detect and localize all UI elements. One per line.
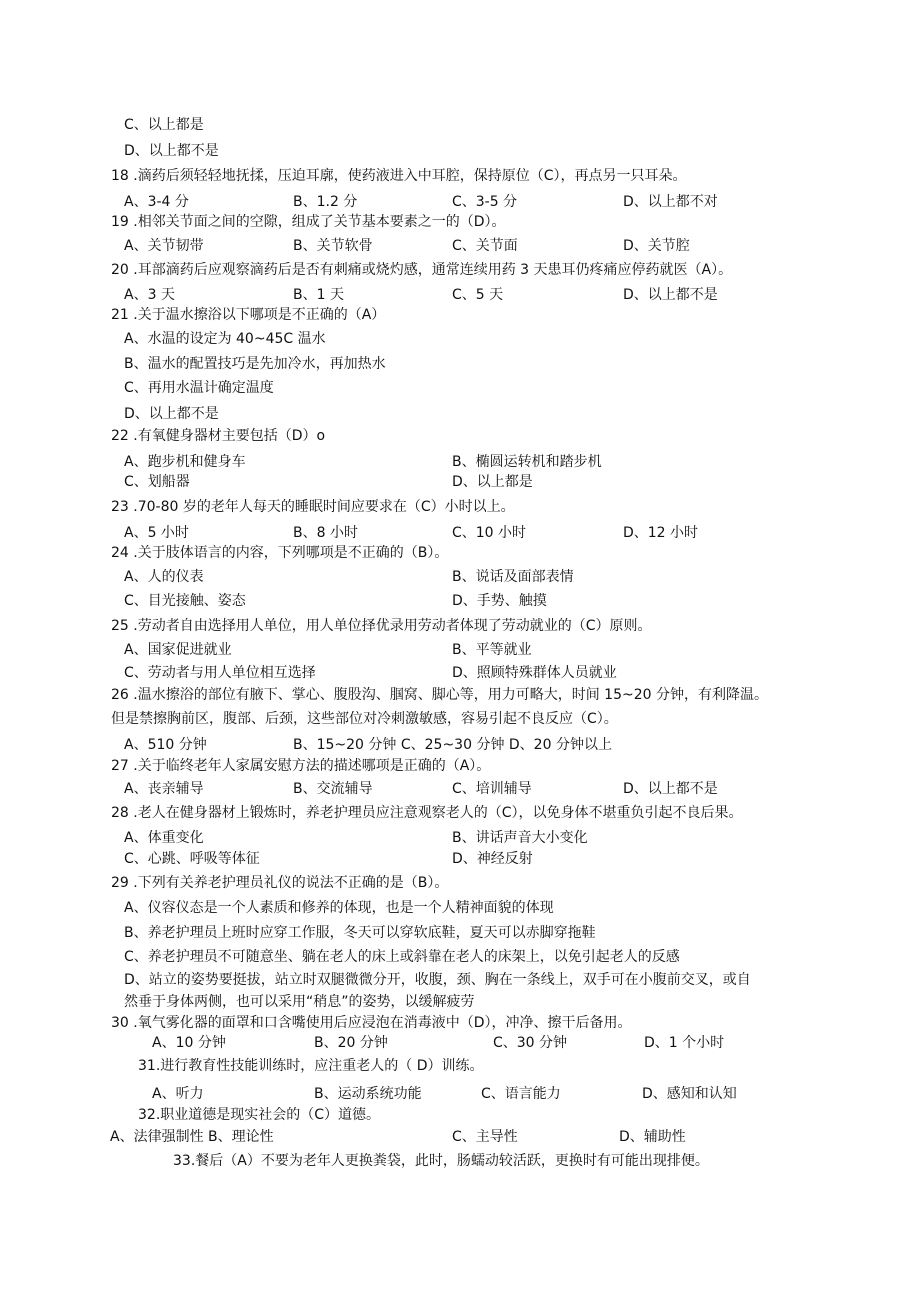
q27-stem: 27 .关于临终老年人家属安慰方法的描述哪项是正确的（A）。 xyxy=(111,758,491,774)
q24-option-a: A、人的仪表 xyxy=(124,569,204,585)
q19-option-a: A、关节韧带 xyxy=(124,238,204,254)
q18-option-c: C、3-5 分 xyxy=(452,194,518,210)
q29-option-d-line2: 然垂于身体两侧，也可以采用“稍息”的姿势，以缓解疲劳 xyxy=(124,994,475,1010)
q18-option-d: D、以上都不对 xyxy=(623,194,718,210)
q32-option-d: D、辅助性 xyxy=(619,1129,686,1145)
q30-stem: 30 .氧气雾化器的面罩和口含嘴使用后应浸泡在消毒液中（D），冲净、擦干后备用。 xyxy=(111,1015,632,1031)
q28-stem: 28 .老人在健身器材上锻炼时，养老护理员应注意观察老人的（C），以免身体不堪重负引起不良后果。 xyxy=(111,805,743,821)
q31-option-d: D、感知和认知 xyxy=(642,1086,737,1102)
q21-option-a: A、水温的设定为 40~45C 温水 xyxy=(124,331,326,347)
q23-stem: 23 .70-80 岁的老年人每天的睡眠时间应要求在（C）小时以上。 xyxy=(111,499,515,515)
q22-option-b: B、椭圆运转机和踏步机 xyxy=(452,454,602,470)
q17-option-c: C、以上都是 xyxy=(124,117,204,133)
q18-option-b: B、1.2 分 xyxy=(293,194,358,210)
q26-option-a: A、510 分钟 xyxy=(124,737,207,753)
q30-option-c: C、30 分钟 xyxy=(493,1035,568,1051)
q32-stem: 32.职业道德是现实社会的（C）道德。 xyxy=(138,1107,381,1123)
q26-stem-line1: 26 .温水擦浴的部位有腋下、掌心、腹股沟、腘窝、脚心等，用力可略大，时间 15~20 分钟，有利降温。 xyxy=(111,687,768,703)
q25-option-c: C、劳动者与用人单位相互选择 xyxy=(124,665,316,681)
q19-option-d: D、关节腔 xyxy=(623,238,690,254)
q26-stem-line2: 但是禁擦胸前区，腹部、后颈，这些部位对冷刺激敏感，容易引起不良反应（C）。 xyxy=(111,711,618,727)
q33-stem: 33.餐后（A）不要为老年人更换粪袋，此时，肠蠕动较活跃，更换时有可能出现排便。 xyxy=(173,1153,709,1169)
q30-option-d: D、1 个小时 xyxy=(644,1035,725,1051)
q30-option-b: B、20 分钟 xyxy=(314,1035,388,1051)
q18-stem: 18 .滴药后须轻轻地抚揉，压迫耳廓，使药液进入中耳腔，保持原位（C），再点另一只耳朵。 xyxy=(111,168,687,184)
q24-stem: 24 .关于肢体语言的内容，下列哪项是不正确的（B）。 xyxy=(111,545,449,561)
q19-option-c: C、关节面 xyxy=(452,238,518,254)
q20-option-d: D、以上都不是 xyxy=(623,287,718,303)
q26-options-bcd: B、15~20 分钟 C、25~30 分钟 D、20 分钟以上 xyxy=(293,737,612,753)
q30-option-a: A、10 分钟 xyxy=(152,1035,226,1051)
q31-stem: 31.进行教育性技能训练时，应注重老人的（ D）训练。 xyxy=(138,1058,484,1074)
q23-option-a: A、5 小时 xyxy=(124,525,189,541)
q23-option-b: B、8 小时 xyxy=(293,525,358,541)
q19-option-b: B、关节软骨 xyxy=(293,238,373,254)
q27-option-d: D、以上都不是 xyxy=(623,781,718,797)
q25-option-a: A、国家促进就业 xyxy=(124,642,232,658)
q29-option-d-line1: D、站立的姿势要挺拔，站立时双腿微微分开，收腹，颈、胸在一条线上，双手可在小腹前交叉，或自 xyxy=(124,972,751,988)
q23-option-d: D、12 小时 xyxy=(623,525,699,541)
q24-option-d: D、手势、触摸 xyxy=(452,593,547,609)
q28-option-d: D、神经反射 xyxy=(452,851,533,867)
q29-option-a: A、仪容仪态是一个人素质和修养的体现，也是一个人精神面貌的体现 xyxy=(124,900,554,916)
q24-option-c: C、目光接触、姿态 xyxy=(124,593,246,609)
q31-option-c: C、语言能力 xyxy=(481,1086,561,1102)
q22-option-c: C、划船器 xyxy=(124,474,190,490)
q23-option-c: C、10 小时 xyxy=(452,525,527,541)
q20-stem: 20 .耳部滴药后应观察滴药后是否有刺痛或烧灼感，通常连续用药 3 天患耳仍疼痛应停药就医（A）。 xyxy=(111,262,733,278)
q20-option-b: B、1 天 xyxy=(293,287,344,303)
q32-options-ab: A、法律强制性 B、理论性 xyxy=(110,1129,274,1145)
q29-option-b: B、养老护理员上班时应穿工作服，冬天可以穿软底鞋，夏天可以赤脚穿拖鞋 xyxy=(124,925,596,941)
q22-option-a: A、跑步机和健身车 xyxy=(124,454,246,470)
q29-option-c: C、养老护理员不可随意坐、躺在老人的床上或斜靠在老人的床架上，以免引起老人的反感 xyxy=(124,949,680,965)
q31-option-a: A、听力 xyxy=(152,1086,204,1102)
q31-option-b: B、运动系统功能 xyxy=(314,1086,422,1102)
q21-option-c: C、再用水温计确定温度 xyxy=(124,380,274,396)
q20-option-a: A、3 天 xyxy=(124,287,175,303)
q27-option-c: C、培训辅导 xyxy=(452,781,532,797)
q20-option-c: C、5 天 xyxy=(452,287,504,303)
q22-option-d: D、以上都是 xyxy=(452,474,533,490)
q21-option-b: B、温水的配置技巧是先加冷水，再加热水 xyxy=(124,356,386,372)
q27-option-b: B、交流辅导 xyxy=(293,781,373,797)
q32-option-c: C、主导性 xyxy=(452,1129,518,1145)
q17-option-d: D、以上都不是 xyxy=(124,143,219,159)
q25-option-b: B、平等就业 xyxy=(452,642,532,658)
q19-stem: 19 .相邻关节面之间的空隙，组成了关节基本要素之一的（D）。 xyxy=(111,214,506,230)
q18-option-a: A、3-4 分 xyxy=(124,194,189,210)
q25-stem: 25 .劳动者自由选择用人单位，用人单位择优录用劳动者体现了劳动就业的（C）原则。 xyxy=(111,618,652,634)
q21-stem: 21 .关于温水擦浴以下哪项是不正确的（A） xyxy=(111,307,386,323)
q27-option-a: A、丧亲辅导 xyxy=(124,781,204,797)
q22-stem: 22 .有氧健身器材主要包括（D）o xyxy=(111,428,326,444)
q28-option-b: B、讲话声音大小变化 xyxy=(452,830,588,846)
q21-option-d: D、以上都不是 xyxy=(124,406,219,422)
q29-stem: 29 .下列有关养老护理员礼仪的说法不正确的是（B）。 xyxy=(111,875,449,891)
q28-option-a: A、体重变化 xyxy=(124,830,204,846)
q28-option-c: C、心跳、呼吸等体征 xyxy=(124,851,260,867)
q25-option-d: D、照顾特殊群体人员就业 xyxy=(452,665,617,681)
q24-option-b: B、说话及面部表情 xyxy=(452,569,574,585)
